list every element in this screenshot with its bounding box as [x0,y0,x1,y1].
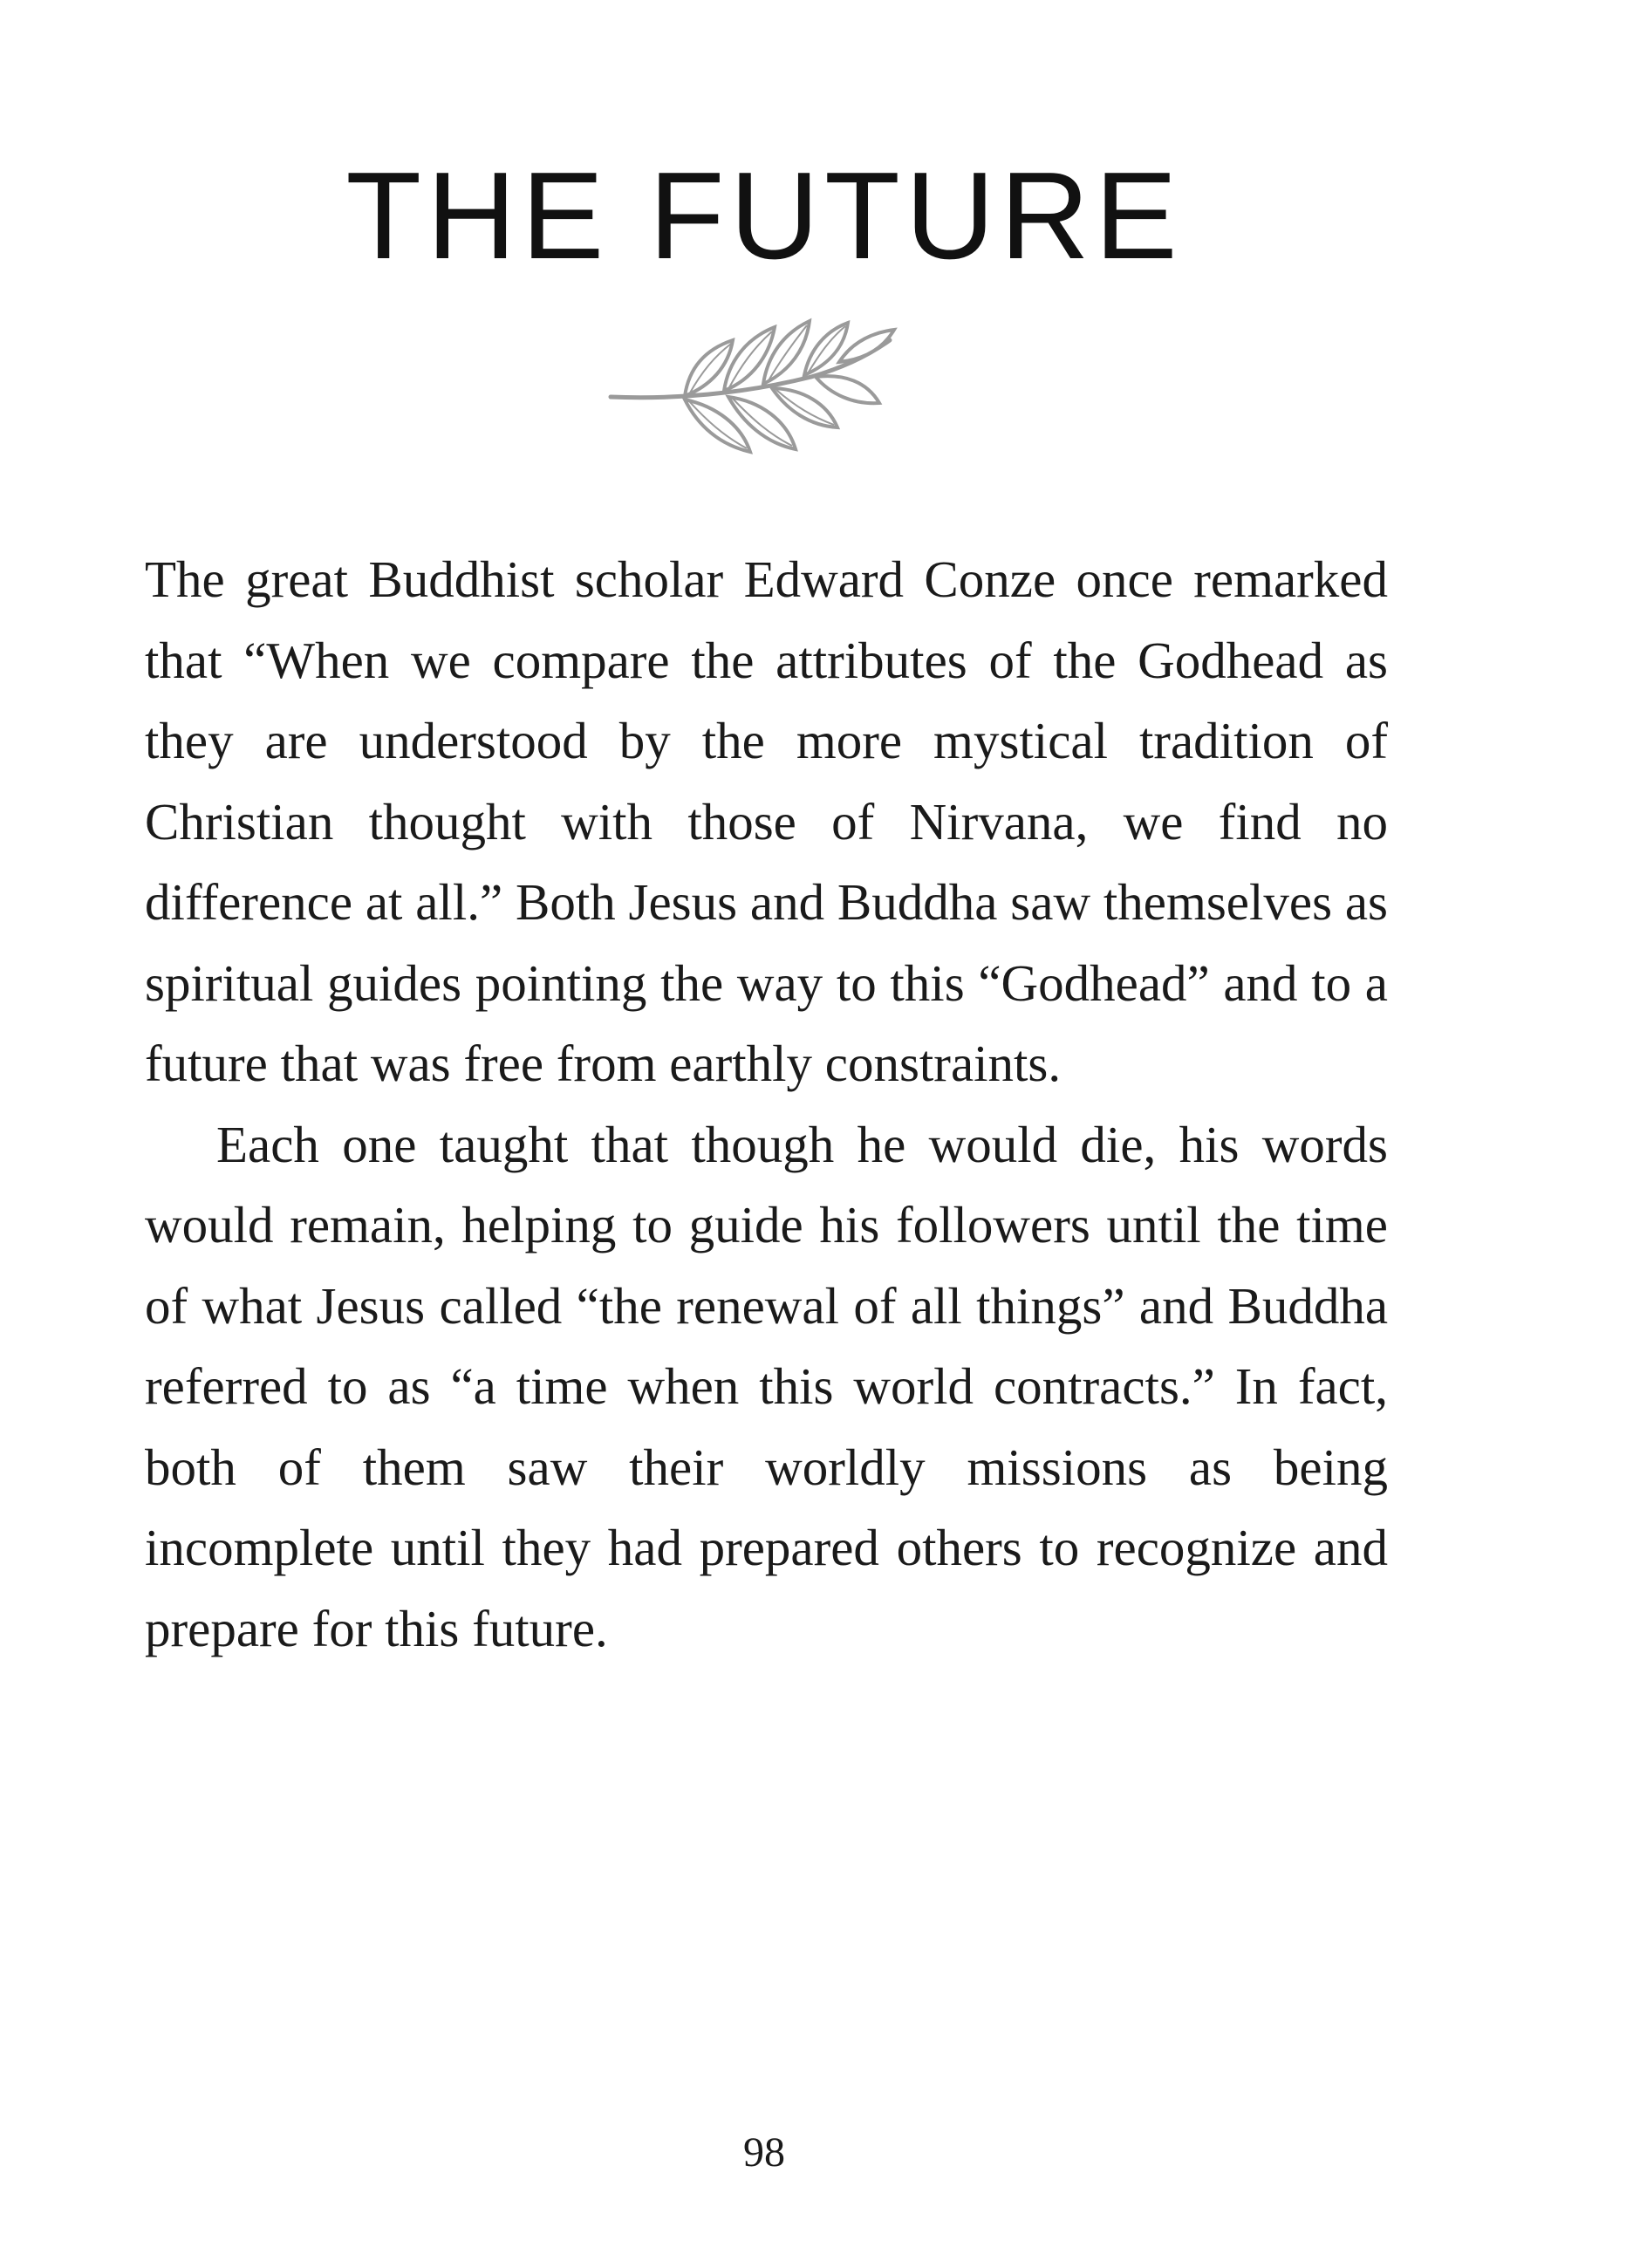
page-number: 98 [743,2129,785,2176]
leaf-sprig-icon [602,314,907,480]
page-title: THE FUTURE [345,147,1183,285]
body-text [145,539,1388,1669]
paragraph-2: Each one taught that though he would die, his words would remain, helping to guide his followers until the time of what Jesus called “the renewal of all things” and Buddha referred to as “a time when this world contracts.” In fact, both of them saw their worldly missions as being incomplete until they had prepared others to recognize and prepare for this future. [145,1115,1388,1657]
paragraph-1: The great Buddhist scholar Edward Conze once remarked that “When we compare the attributes of the Godhead as they are understood by the more mystical tradition of Christian thought with those of Nirvana, we find no difference at all.” Both Jesus and Buddha saw themselves as spiritual guides pointing the way to this “Godhead” and to a future that was free from earthly constraints. [145,550,1388,1092]
